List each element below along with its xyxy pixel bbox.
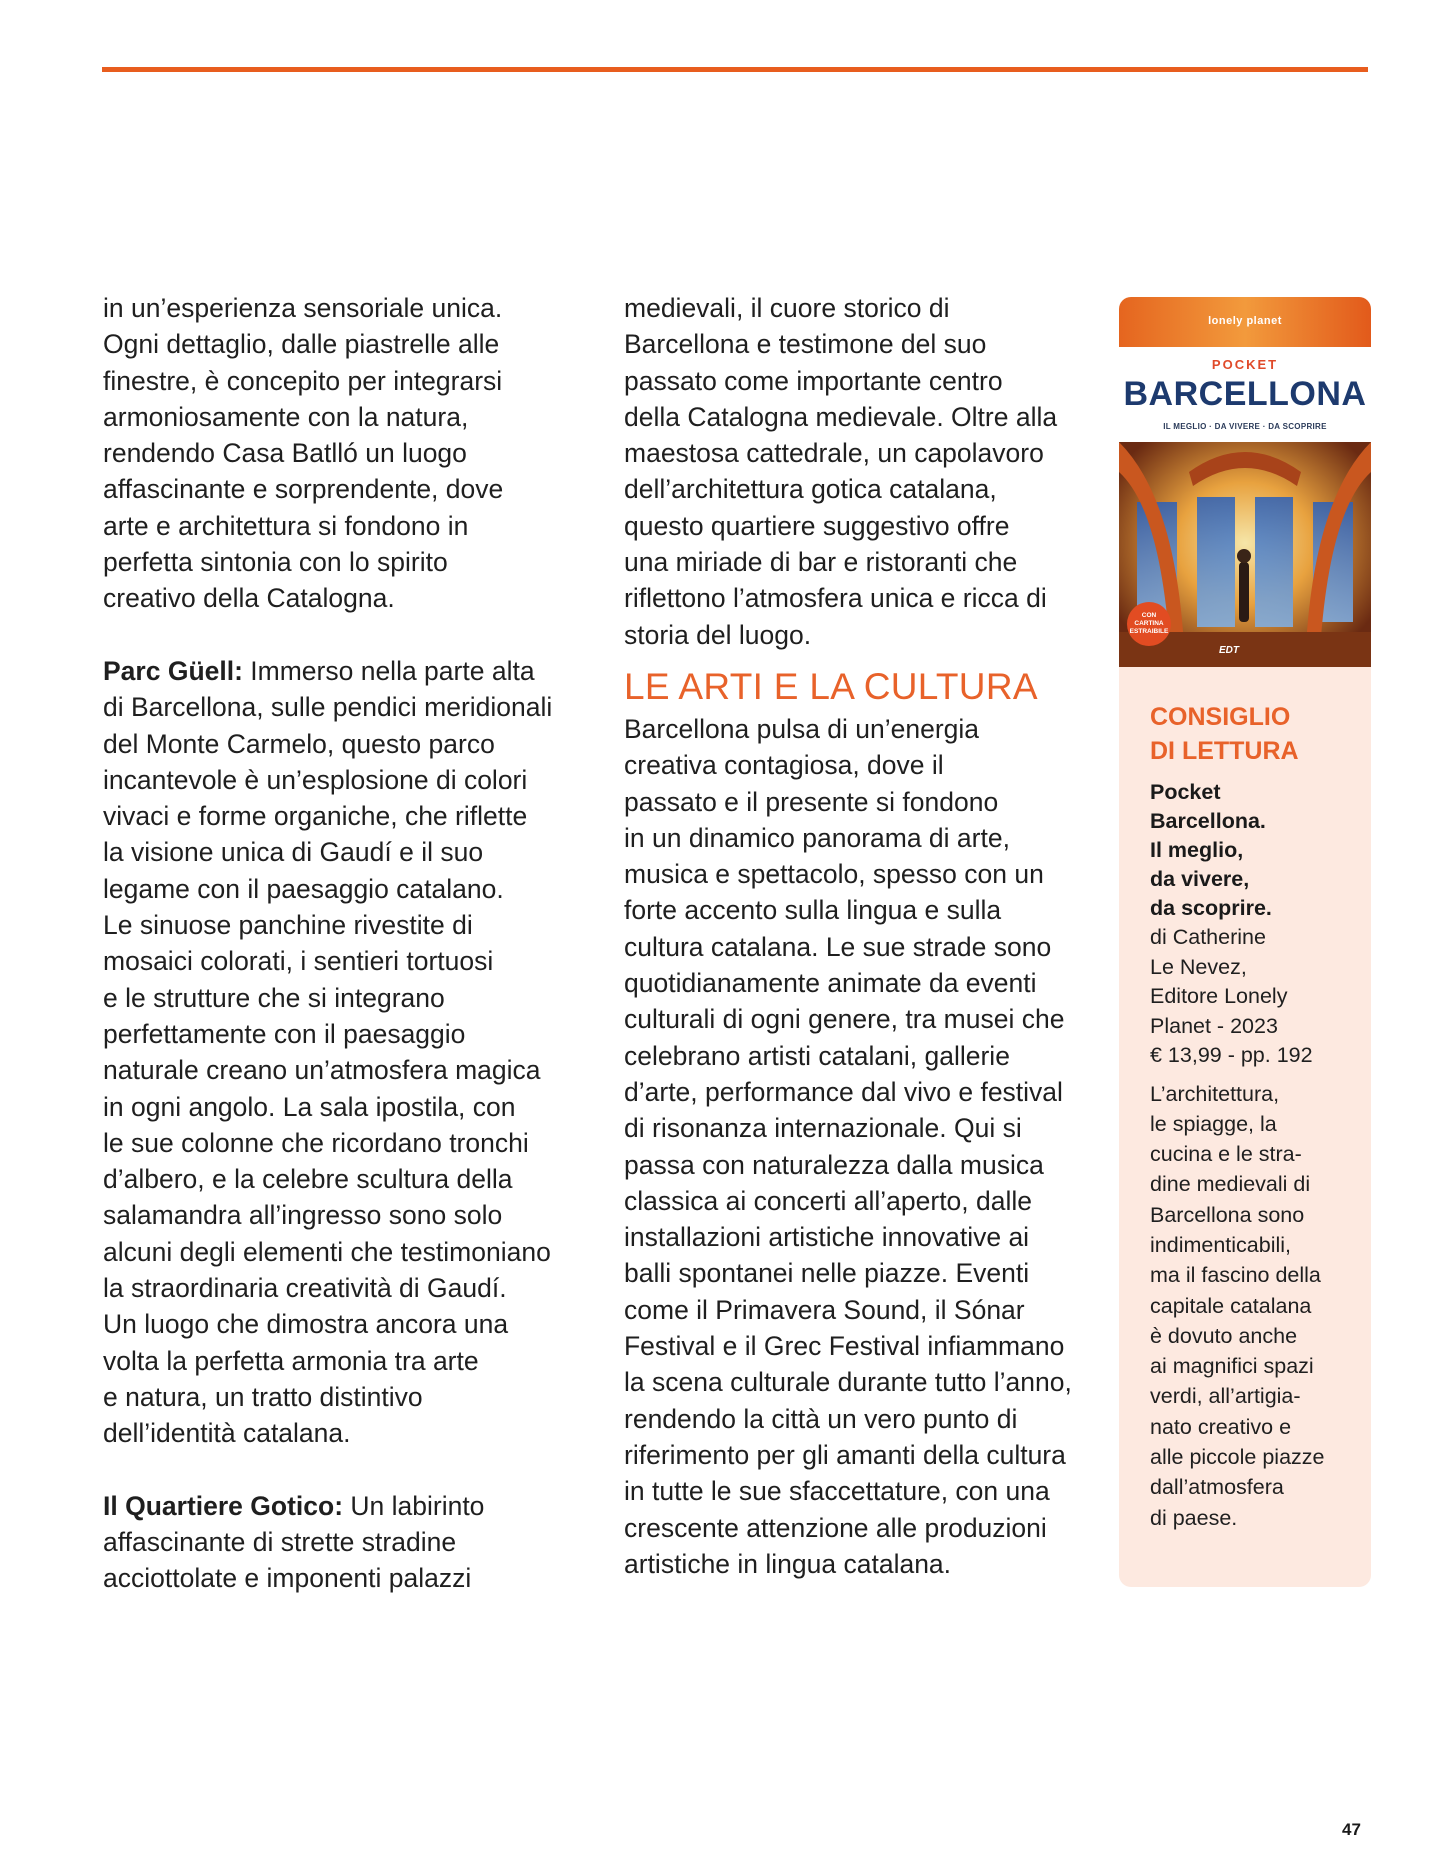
paragraph-arti-cultura	[624, 711, 1104, 1582]
line: affascinante di strette stradine	[103, 1527, 457, 1558]
line: una miriade di bar e ristoranti che	[624, 547, 1018, 578]
line: acciottolate e imponenti palazzi	[103, 1563, 472, 1594]
line: Immerso nella parte alta	[242, 655, 535, 686]
meta-line: Editore Lonely	[1150, 984, 1288, 1008]
quartiere-gotico-label: Il Quartiere Gotico:	[103, 1490, 344, 1521]
line: arte e architettura si fondono in	[103, 510, 469, 541]
line: perfettamente con il paesaggio	[103, 1018, 466, 1049]
book-description	[1150, 1079, 1355, 1533]
meta-line: di Catherine	[1150, 925, 1266, 949]
line: culturali di ogni genere, tra musei che	[624, 1004, 1065, 1035]
line: in ogni angolo. La sala ipostila, con	[103, 1091, 516, 1122]
title-line: da vivere,	[1150, 867, 1250, 891]
line: in un dinamico panorama di arte,	[624, 822, 1010, 853]
book-title	[1150, 778, 1355, 923]
title-line: da scoprire.	[1150, 896, 1272, 920]
line: passa con naturalezza dalla musica	[624, 1149, 1044, 1180]
line: volta la perfetta armonia tra arte	[103, 1345, 479, 1376]
meta-line: Planet - 2023	[1150, 1013, 1278, 1038]
cover-map-badge: CON CARTINA ESTRAIBILE	[1127, 602, 1171, 646]
line: in un’esperienza sensoriale unica.	[103, 293, 503, 323]
line: della Catalogna medievale. Oltre alla	[624, 401, 1058, 432]
line: legame con il paesaggio catalano.	[103, 873, 504, 904]
line: perfetta sintonia con lo spirito	[103, 547, 448, 578]
reading-tip-box	[1119, 297, 1371, 1587]
text-line: dine medievali di	[1150, 1172, 1311, 1197]
line: passato e il presente si fondono	[624, 786, 999, 817]
line: Barcellona pulsa di un’energia	[624, 713, 980, 744]
cover-publisher-mark: EDT	[1219, 645, 1239, 656]
line: storia del luogo.	[624, 619, 812, 650]
line: di risonanza internazionale. Qui si	[624, 1113, 1022, 1144]
text-line: capitale catalana	[1150, 1293, 1312, 1318]
line: la visione unica di Gaudí e il suo	[103, 837, 484, 868]
line: mosaici colorati, i sentieri tortuosi	[103, 946, 494, 977]
line: e natura, un tratto distintivo	[103, 1381, 423, 1412]
text-line: ai magnifici spazi	[1150, 1354, 1314, 1379]
line: affascinante e sorprendente, dove	[103, 474, 504, 505]
line: salamandra all’ingresso sono solo	[103, 1200, 503, 1231]
line: le sue colonne che ricordano tronchi	[103, 1127, 529, 1158]
meta-line: Le Nevez,	[1150, 954, 1247, 979]
line: dell’identità catalana.	[103, 1418, 351, 1449]
cover-subtitle: IL MEGLIO · DA VIVERE · DA SCOPRIRE	[1163, 422, 1327, 431]
heading-line: DI LETTURA	[1150, 737, 1299, 765]
line: questo quartiere suggestivo offre	[624, 510, 1010, 541]
line: artistiche in lingua catalana.	[624, 1548, 952, 1579]
line: medievali, il cuore storico di	[624, 293, 950, 323]
line: alcuni degli elementi che testimoniano	[103, 1236, 551, 1267]
line: la scena culturale durante tutto l’anno,	[624, 1367, 1072, 1398]
line: creativa contagiosa, dove il	[624, 750, 944, 781]
line: Festival e il Grec Festival infiammano	[624, 1331, 1065, 1362]
line: rendendo Casa Batlló un luogo	[103, 438, 467, 469]
text-line: cucina e le stra-	[1150, 1142, 1302, 1167]
top-rule	[102, 67, 1368, 72]
line: celebrano artisti catalani, gallerie	[624, 1040, 1010, 1071]
reading-tip-content	[1150, 700, 1355, 1533]
text-line: Barcellona sono	[1150, 1202, 1305, 1227]
line: Un labirinto	[343, 1490, 485, 1521]
line: finestre, è concepito per integrarsi	[103, 365, 503, 396]
title-line: Pocket	[1150, 780, 1221, 804]
line: rendendo la città un vero punto di	[624, 1403, 1018, 1434]
line: riflettono l’atmosfera unica e ricca di	[624, 583, 1047, 614]
section-heading-arti-cultura: LE ARTI E LA CULTURA	[624, 665, 1038, 707]
line: quotidianamente animate da eventi	[624, 968, 1037, 999]
line: come il Primavera Sound, il Sónar	[624, 1294, 1025, 1325]
meta-line: € 13,99 - pp. 192	[1150, 1043, 1313, 1067]
heading-line: CONSIGLIO	[1150, 703, 1291, 731]
line: in tutte le sue sfaccettature, con una	[624, 1476, 1050, 1507]
text-line: è dovuto anche	[1150, 1323, 1298, 1348]
line: d’arte, performance dal vivo e festival	[624, 1076, 1063, 1107]
text-line: alle piccole piazze	[1150, 1445, 1325, 1470]
text-line: nato creativo e	[1150, 1414, 1292, 1439]
paragraph-gotico-continued	[624, 290, 1104, 653]
line: incantevole è un’esplosione di colori	[103, 764, 528, 795]
text-line: di paese.	[1150, 1505, 1238, 1530]
title-line: Il meglio,	[1150, 838, 1244, 862]
paragraph-casa-batllo	[103, 290, 583, 617]
text-line: ma il fascino della	[1150, 1263, 1321, 1288]
line: Le sinuose panchine rivestite di	[103, 910, 473, 941]
line: musica e spettacolo, spesso con un	[624, 859, 1044, 890]
line: armoniosamente con la natura,	[103, 401, 469, 432]
line: Barcellona e testimone del suo	[624, 329, 987, 360]
title-line: Barcellona.	[1150, 809, 1266, 833]
line: di Barcellona, sulle pendici meridionali	[103, 692, 553, 723]
line: maestosa cattedrale, un capolavoro	[624, 438, 1044, 469]
text-line: indimenticabili,	[1150, 1232, 1292, 1257]
text-line: verdi, all’artigia-	[1150, 1384, 1301, 1409]
paragraph-parc-guell	[103, 653, 583, 1452]
paragraph-quartiere-gotico	[103, 1488, 583, 1597]
cover-title: BARCELLONA	[1123, 375, 1367, 413]
cover-series-label: POCKET	[1211, 357, 1279, 372]
text-line: L’architettura,	[1150, 1081, 1280, 1106]
text-line: dall’atmosfera	[1150, 1475, 1284, 1500]
line: forte accento sulla lingua e sulla	[624, 895, 1002, 926]
line: passato come importante centro	[624, 365, 1003, 396]
column-left	[103, 290, 583, 1597]
line: d’albero, e la celebre scultura della	[103, 1164, 513, 1195]
line: creativo della Catalogna.	[103, 583, 395, 614]
line: la straordinaria creatività di Gaudí.	[103, 1273, 507, 1304]
line: e le strutture che si integrano	[103, 982, 445, 1013]
book-details	[1150, 923, 1355, 1071]
line: Ogni dettaglio, dalle piastrelle alle	[103, 329, 500, 360]
reading-tip-heading	[1150, 700, 1355, 768]
line: classica ai concerti all’aperto, dalle	[624, 1185, 1033, 1216]
text-line: le spiagge, la	[1150, 1111, 1277, 1136]
line: del Monte Carmelo, questo parco	[103, 728, 495, 759]
line: riferimento per gli amanti della cultura	[624, 1439, 1066, 1470]
line: Un luogo che dimostra ancora una	[103, 1309, 509, 1340]
book-cover-image	[1119, 297, 1371, 667]
line: cultura catalana. Le sue strade sono	[624, 931, 1052, 962]
parc-guell-label: Parc Güell:	[103, 655, 243, 686]
line: installazioni artistiche innovative ai	[624, 1222, 1030, 1253]
line: naturale creano un’atmosfera magica	[103, 1055, 541, 1086]
cover-publisher-logo: lonely planet	[1208, 315, 1282, 327]
column-middle	[624, 290, 1104, 1582]
page-number: 47	[1342, 1820, 1361, 1839]
line: vivaci e forme organiche, che riflette	[103, 801, 528, 832]
line: crescente attenzione alle produzioni	[624, 1512, 1047, 1543]
line: balli spontanei nelle piazze. Eventi	[624, 1258, 1030, 1289]
line: dell’architettura gotica catalana,	[624, 474, 997, 505]
